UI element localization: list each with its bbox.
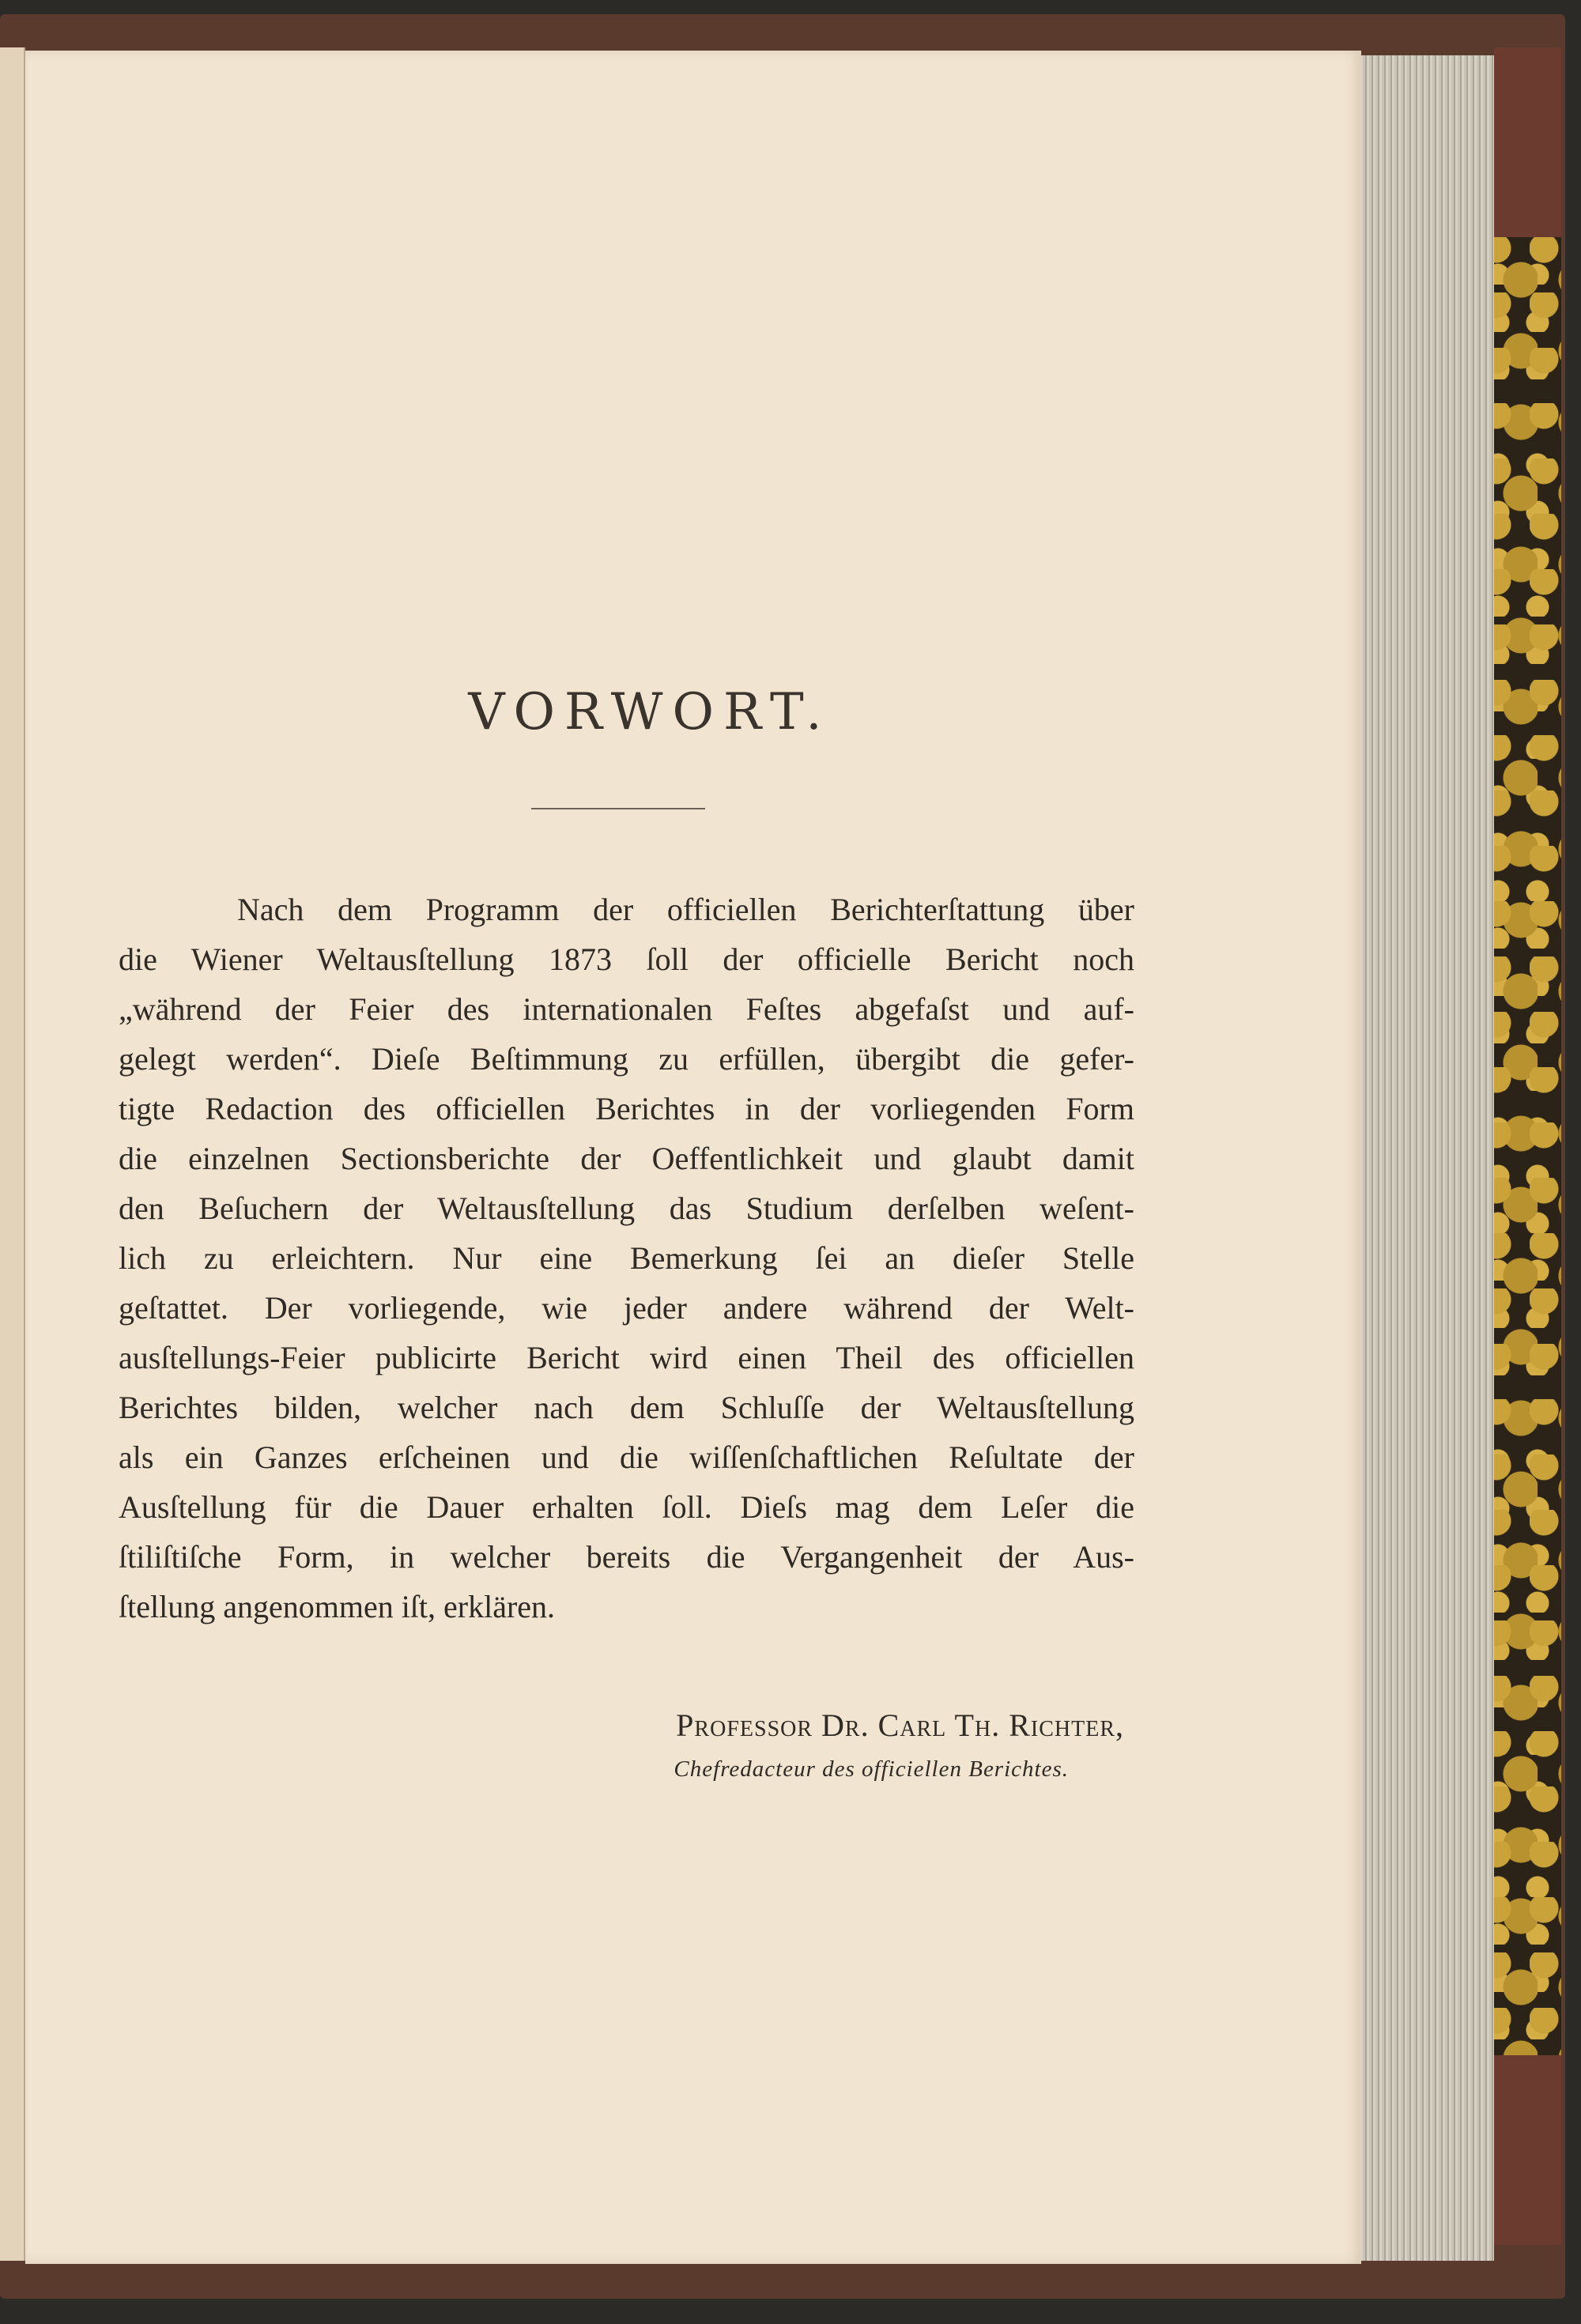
- leather-corner-bottom: [1494, 2055, 1561, 2245]
- text-line: gelegt werden“. Dieſe Beſtimmung zu erfüllen, übergibt die gefer-: [119, 1041, 1134, 1077]
- text-line: tigte Redaction des officiellen Berichtes in der vorliegenden Form: [119, 1091, 1134, 1126]
- text-line: den Beſuchern der Weltausſtellung das Studium derſelben weſent-: [119, 1190, 1134, 1226]
- left-page-edge: [0, 47, 25, 2261]
- text-line: Nach dem Programm der officiellen Berichterſtattung über: [237, 892, 1134, 927]
- author-role: Chefredacteur des officiellen Berichtes.: [674, 1756, 1069, 1782]
- author-signature: Professor Dr. Carl Th. Richter,: [676, 1707, 1124, 1743]
- text-line: lich zu erleichtern. Nur eine Bemerkung ſei an dieſer Stelle: [119, 1240, 1134, 1276]
- marbled-cover: [1482, 237, 1561, 2071]
- book-page: [25, 51, 1361, 2264]
- text-line: ausſtellungs-Feier publicirte Bericht wird einen Theil des officiellen: [119, 1340, 1134, 1375]
- page-block-edges: [1344, 55, 1494, 2261]
- text-line: die einzelnen Sectionsberichte der Oeffentlichkeit und glaubt damit: [119, 1141, 1134, 1176]
- text-line: „während der Feier des internationalen Feſtes abgefaſst und auf-: [119, 991, 1134, 1027]
- leather-corner-top: [1494, 47, 1561, 245]
- text-line: ſtiliſtiſche Form, in welcher bereits die Vergangenheit der Aus-: [119, 1539, 1134, 1575]
- text-line: Ausſtellung für die Dauer erhalten ſoll. Dieſs mag dem Leſer die: [119, 1489, 1134, 1525]
- text-line: die Wiener Weltausſtellung 1873 ſoll der officielle Bericht noch: [119, 941, 1134, 977]
- preface-text: [119, 885, 1134, 1632]
- page-title: VORWORT.: [468, 683, 832, 741]
- title-divider: [531, 808, 705, 809]
- text-line: als ein Ganzes erſcheinen und die wiſſenſchaftlichen Reſultate der: [119, 1439, 1134, 1475]
- text-line: Berichtes bilden, welcher nach dem Schluſſe der Weltausſtellung: [119, 1390, 1134, 1425]
- text-line: geſtattet. Der vorliegende, wie jeder andere während der Welt-: [119, 1290, 1134, 1326]
- text-line: ſtellung angenommen iſt, erklären.: [119, 1589, 556, 1624]
